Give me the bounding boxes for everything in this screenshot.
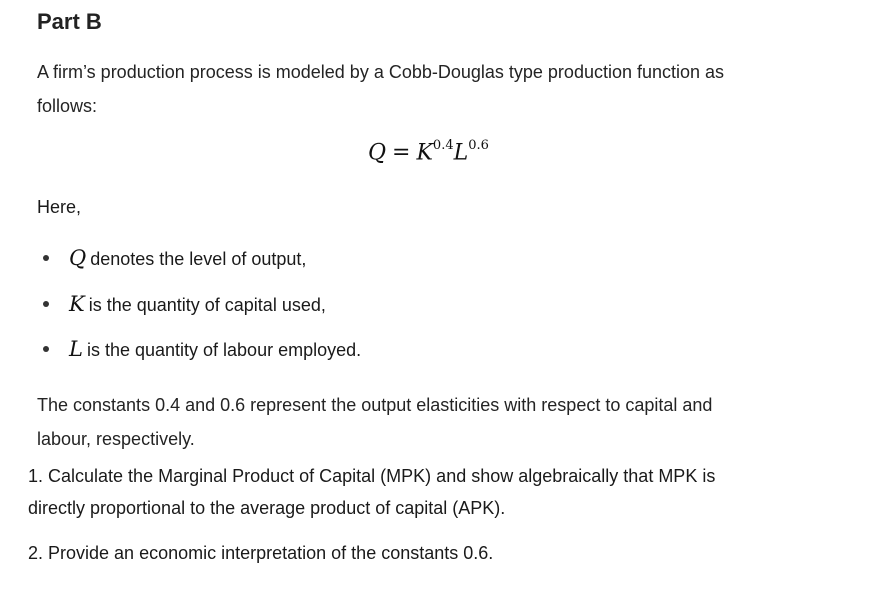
formula-equals: = [392, 140, 411, 166]
formula-output-symbol: Q [368, 140, 387, 166]
question-2: 2. Provide an economic interpretation of the constants 0.6. [28, 543, 494, 563]
question-1 [28, 460, 715, 524]
definition-item-labour [43, 337, 361, 361]
definition-item-capital [43, 292, 326, 316]
bullet-icon [43, 255, 49, 261]
constants-line-2: labour, respectively. [37, 429, 195, 449]
definition-text: is the quantity of capital used, [88, 295, 326, 315]
definition-text: is the quantity of labour employed. [86, 340, 362, 360]
intro-paragraph [37, 55, 724, 123]
question-1-line-1: 1. Calculate the Marginal Product of Capital (MPK) and show algebraically that MPK is [28, 466, 716, 486]
here-label: Here, [37, 197, 82, 217]
bullet-icon [43, 301, 49, 307]
definition-text: denotes the level of output, [90, 249, 307, 269]
definition-symbol: Q [69, 246, 87, 270]
definition-symbol: L [69, 337, 83, 361]
constants-paragraph [37, 388, 712, 456]
constants-line-1: The constants 0.4 and 0.6 represent the output elasticities with respect to capital and [37, 395, 713, 415]
part-heading: Part B [37, 9, 102, 34]
intro-line-1: A firm’s production process is modeled by a Cobb-Douglas type production function as [37, 62, 725, 82]
production-function-formula [368, 140, 489, 165]
formula-capital-symbol: K [416, 140, 433, 166]
bullet-icon [43, 346, 49, 352]
formula-labour-exponent: 0.6 [468, 138, 489, 153]
definition-item-output [43, 246, 306, 270]
formula-capital-exponent: 0.4 [432, 138, 454, 153]
definition-symbol: K [69, 292, 85, 316]
question-1-line-2: directly proportional to the average product of capital (APK). [28, 498, 506, 518]
intro-line-2: follows: [37, 96, 98, 116]
formula-labour-symbol: L [453, 140, 469, 166]
